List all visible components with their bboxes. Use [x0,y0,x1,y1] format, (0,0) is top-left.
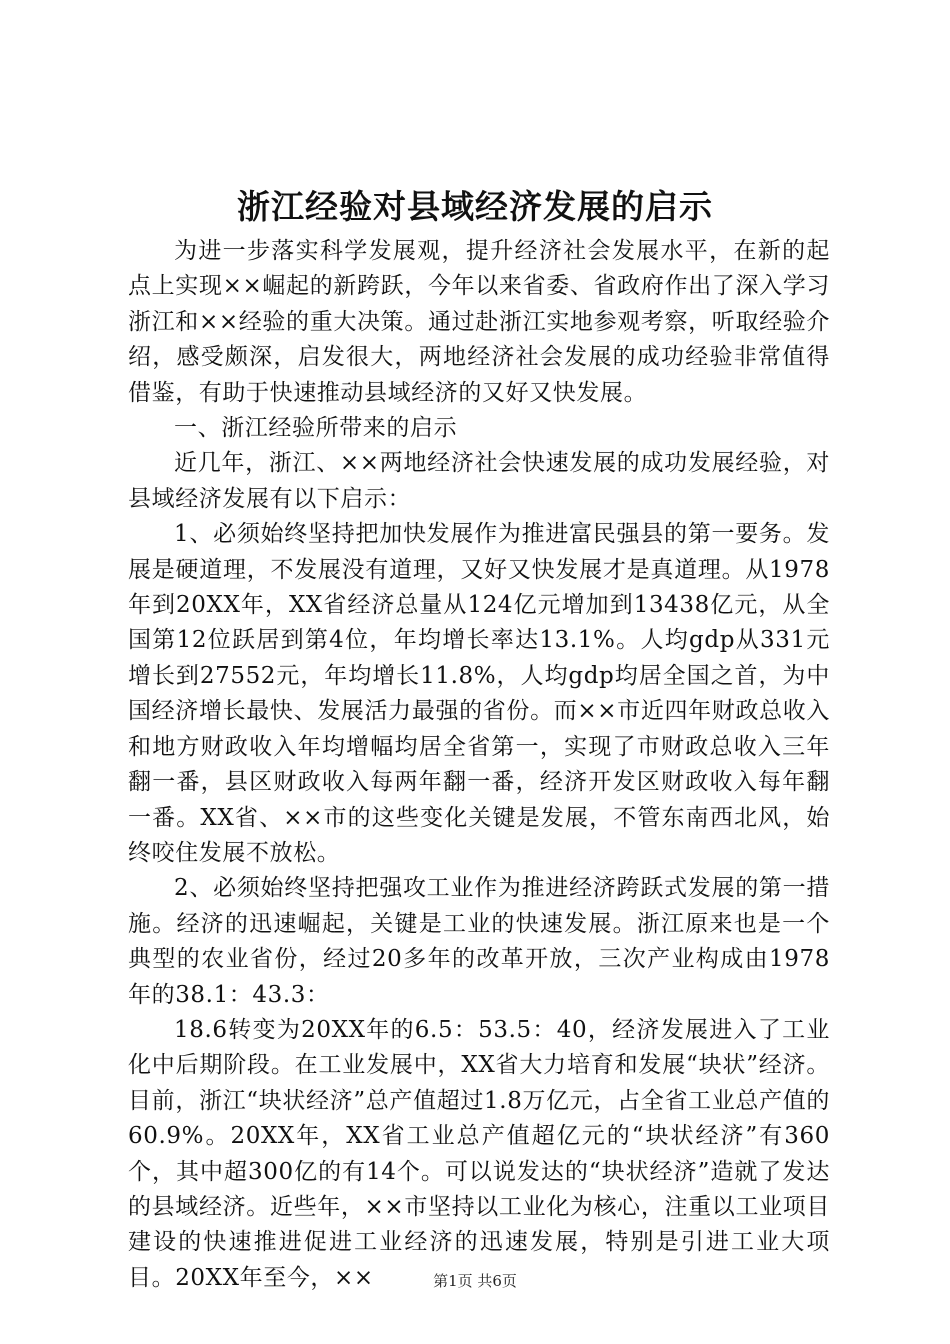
document-body [128,234,830,1296]
paragraph-overview: 近几年，浙江、××两地经济社会快速发展的成功发展经验，对县域经济发展有以下启示： [128,450,830,512]
section-heading: 一、浙江经验所带来的启示 [174,415,458,442]
paragraph-intro: 为进一步落实科学发展观，提升经济社会发展水平，在新的起点上实现××崛起的新跨跃，今年以来省委、省政府作出了深入学习浙江和××经验的重大决策。通过赴浙江实地参观考察，听取经验介绍，感受颇深，启发很大，两地经济社会发展的成功经验非常值得借鉴，有助于快速推动县域经济的又好又快发展。 [128,238,830,406]
paragraph-point-1: 1、必须始终坚持把加快发展作为推进富民强县的第一要务。发展是硬道理，不发展没有道理，又好又快发展才是真道理。从1978年到20XX年，XX省经济总量从124亿元增加到13438亿元，从全国第12位跃居到第4位，年均增长率达13.1%。人均gdp从331元增长到27552元，年均增长11.8%，人均gdp均居全国之首，为中国经济增长最快、发展活力最强的省份。而××市近四年财政总收入和地方财政收入年均增幅均居全省第一，实现了市财政总收入三年翻一番，县区财政收入每两年翻一番，经济开发区财政收入每年翻一番。XX省、××市的这些变化关键是发展，不管东南西北风，始终咬住发展不放松。 [128,521,830,866]
paragraph-point-2-continued: 18.6转变为20XX年的6.5：53.5：40，经济发展进入了工业化中后期阶段。在工业发展中，XX省大力培育和发展“块状”经济。目前，浙江“块状经济”总产值超过1.8万亿元，占全省工业总产值的60.9%。20XX年，XX省工业总产值超亿元的“块状经济”有360个，其中超300亿的有14个。可以说发达的“块状经济”造就了发达的县域经济。近些年，××市坚持以工业化为核心，注重以工业项目建设的快速推进促进工业经济的迅速发展，特别是引进工业大项目。20XX年至今，×× [128,1016,830,1291]
page-number-footer: 第1页 共6页 [433,1272,517,1290]
document-title: 浙江经验对县域经济发展的启示 [237,187,713,226]
paragraph-point-2: 2、必须始终坚持把强攻工业作为推进经济跨跃式发展的第一措施。经济的迅速崛起，关键是工业的快速发展。浙江原来也是一个典型的农业省份，经过20多年的改革开放，三次产业构成由1978年的38.1：43.3： [128,875,830,1008]
